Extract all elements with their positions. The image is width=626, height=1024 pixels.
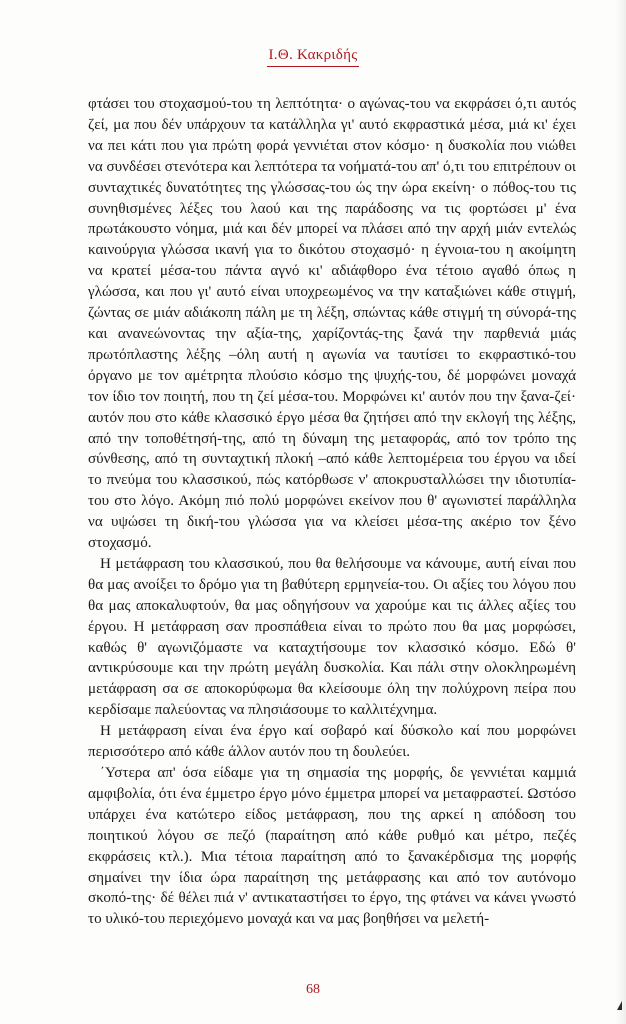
running-head-underline xyxy=(267,66,359,67)
page-number: 68 xyxy=(306,982,320,997)
paragraph-1: φτάσει του στοχασμού-του τη λεπτότητα· ο αγώνας-του να εκφράσει ό,τι αυτός ζεί, μα που δέν υπάρχουν τα κατάλληλα γι' αυτό εκφραστικά μέσα, μιά κι' έχει να πει κάτι που για πρώτη φορά γεννιέται στον κόσμο· η δυσκολία που νιώθει να συνδέσει στενότερα και λεπτότερα τα νοήματά-του απ' ό,τι του επιτρέπουν οι συνταχτικές δυνατότητες της γλώσσας-του ώς την ώρα εκείνη· ο πόθος-του τις συνηθισμένες λέξες του λαού και της παράδοσης να τις φορτώσει μ' ένα πρωτάκουστο νόημα, μιά και δέν μπορεί να πλάσει από την αρχή μιάν εντελώς καινούργια γλώσσα ικανή για το δικότου στοχασμό· η έγνοια-του η ακοίμητη να κρατεί μέσα-του πάντα αγνό κι' αδιάφθορο ένα τέτοιο αγαθό όπως η γλώσσα, και που γι' αυτό είναι υποχρεωμένος να την καταξιώνει κάθε στιγμή, ζώντας σε μιάν αδιάκοπη πάλη με τη λέξη, σπώντας κάθε στιγμή τη σύνορά-της και ανανεώνοντας την αξία-της, χαρίζοντάς-της ξανά την παρθενιά μιάς πρωτόπλαστης λέξης –όλη αυτή η αγωνία να ταυτίσει το εκφραστικό-του όργανο με τον αμέτρητα πλούσιο κόσμο της ψυχής-του, δέ μορφώνει μοναχά τον ίδιο τον ποιητή, που τη ζεί μέσα-του. Μορφώνει κι' αυτόν που την ξανα-ζεί· αυτόν που στο κάθε κλασσικό έργο μέσα θα ζητήσει από την εκλογή της λέξης, από την τοποθέτησή-της, από τη δύναμη της μεταφοράς, από τον τρόπο της σύνθεσης, από τη συνταχτική πλοκή –από κάθε λεπτομέρεια του έργου να ιδεί το πνεύμα του κλασσικού, πώς κατόρθωσε ν' αποκρυσταλλώσει την ιδιοτυπία-του στο λόγο. Ακόμη πιό πολύ μορφώνει εκείνον που θ' αγωνιστεί παράλληλα να υψώσει τη δική-του γλώσσα για να κλείσει μέσα-της ακέριο τον ξένο στοχασμό. xyxy=(88,96,576,552)
running-head xyxy=(0,47,626,67)
paragraph-4: ΄Υστερα απ' όσα είδαμε για τη σημασία της μορφής, δε γεννιέται καμμιά αμφιβολία, ότι ένα έμμετρο έργο μόνο έμμετρα μπορεί να μεταφραστεί. Ωστόσο υπάρχει ένα κατώτερο είδος μετάφραση, που της αρκεί η απόδοση του ποιητικού λόγου σε πεζό (παραίτηση από κάθε ρυθμό και μέτρο, πεζές εκφράσεις κτλ.). Μια τέτοια παραίτηση από το ξανακέρδισμα της μορφής σημαίνει την ίδια ώρα παραίτηση της μετάφρασης και από τον αυτόνομο σκοπό-της· δέ θέλει πιά ν' αντικαταστήσει το έργο, της φτάνει να κάνει γνωστό το υλικό-του περιεχόμενο μοναχά και να μας βοηθήσει να μελετή- xyxy=(88,765,576,928)
paragraph-3: Η μετάφραση είναι ένα έργο καί σοβαρό καί δύσκολο καί που μορφώνει περισσότερο από κάθε άλλον αυτόν που τη δουλεύει. xyxy=(88,723,576,761)
body-text xyxy=(88,94,576,930)
page-edge-shadow xyxy=(616,0,626,1024)
running-head-text: Ι.Θ. Κακριδής xyxy=(268,47,358,63)
corner-mark xyxy=(617,1001,622,1010)
paragraph-2: Η μετάφραση του κλασσικού, που θα θελήσουμε να κάνουμε, αυτή είναι που θα μας ανοίξει το δρόμο για τη βαθύτερη ερμηνεία-του. Οι αξίες του λόγου που θα μας αποκαλυφτούν, θα μας οδηγήσουν να χαρούμε και τις άλλες αξίες του έργου. Η μετάφραση σαν προσπάθεια είναι το πρώτο που θα μας μορφώσει, καθώς θ' αγωνιζόμαστε να καταχτήσουμε τον κλασσικό κόσμο. Εδώ θ' αντικρύσουμε και την πρώτη μεγάλη δυσκολία. Και πάλι στην ολοκληρωμένη μετάφραση σα σε αποκορύφωμα θα κλείσουμε όλη την πολύχρονη πείρα που κερδίσαμε παλεύοντας να πλησιάσουμε το καλλιτέχνημα. xyxy=(88,555,576,719)
